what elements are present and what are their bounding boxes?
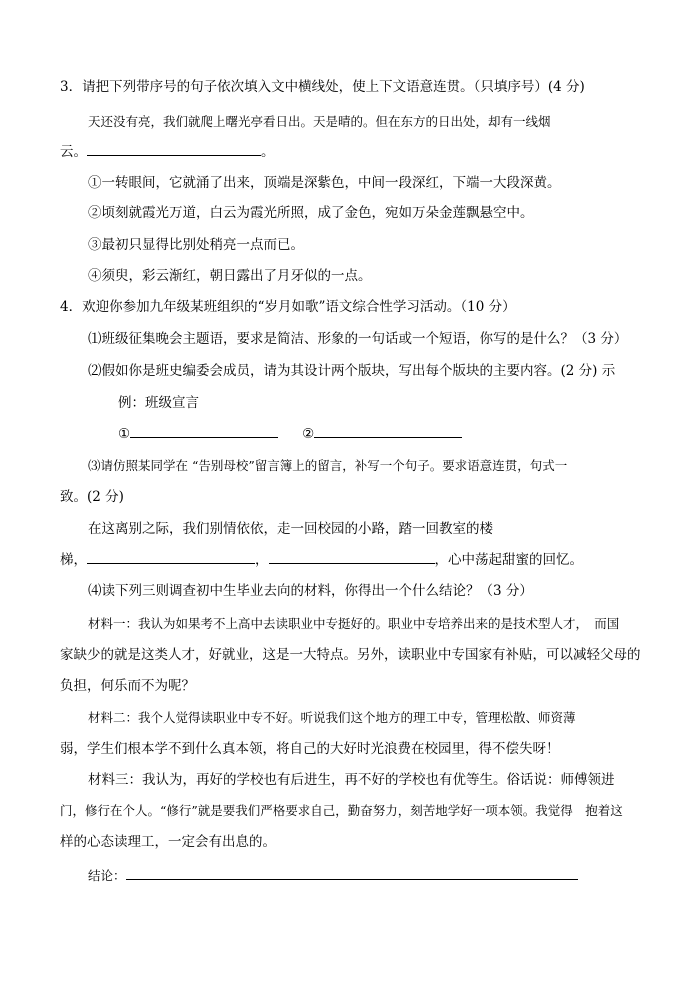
material1-line1: 材料一：我认为如果考不上高中去读职业中专挺好的。职业中专培养出来的是技术型人才， 而国 — [88, 616, 620, 631]
q3-option-4: ④须臾，彩云渐红，朝日露出了月牙似的一点。 — [88, 268, 372, 284]
q4-sub3-passage2-start: 梯， — [60, 552, 87, 568]
material1-line3: 负担，何乐而不为呢？ — [60, 678, 195, 694]
q4-board-blank-1[interactable] — [130, 425, 278, 438]
q4-sub3-blank-2[interactable] — [269, 551, 435, 564]
q4-sub2: ⑵假如你是班史编委会成员，请为其设计两个版块，写出每个版块的主要内容。(2 分) 示 — [88, 363, 616, 379]
material3-line3: 样的心态读理工，一定会有出息的。 — [60, 834, 276, 850]
material2-line2: 弱，学生们根本学不到什么真本领，将自己的大好时光浪费在校园里，得不偿失呀！ — [60, 741, 560, 757]
q4-sub3-passage2-end: ，心中荡起甜蜜的回忆。 — [434, 552, 583, 568]
q4-sub1: ⑴班级征集晚会主题语，要求是简洁、形象的一句话或一个短语，你写的是什么？（3 分） — [88, 331, 628, 347]
q4-sub2-blanks — [118, 425, 462, 443]
material3-line1: 材料三：我认为，再好的学校也有后进生，再不好的学校也有优等生。俗话说：师傅领进 — [88, 772, 615, 788]
q3-passage-line1: 天还没有亮，我们就爬上曙光亭看日出。天是晴的。但在东方的日出处，却有一线烟 — [88, 114, 551, 129]
q4-blank-label-1: ① — [118, 426, 131, 442]
q4-sub3-passage2-mid: ， — [255, 552, 269, 568]
q4-sub3-passage1: 在这离别之际，我们别情依依，走一回校园的小路，踏一回教室的楼 — [88, 521, 493, 537]
q4-stem: 4．欢迎你参加九年级某班组织的“岁月如歌”语文综合性学习活动。（10 分） — [60, 299, 516, 315]
q4-sub3-line1: ⑶请仿照某同学在 “告别母校”留言簿上的留言，补写一个句子。要求语意连贯，句式一 — [88, 458, 568, 473]
material3-line2: 门，修行在个人。“修行”就是要我们严格要求自己，勤奋努力，刻苦地学好一项本领。我觉得 抱着这 — [60, 803, 623, 818]
q3-passage-line2-start: 云。 — [60, 144, 87, 160]
material1-line2: 家缺少的就是这类人才，好就业，这是一大特点。另外，读职业中专国家有补贴，可以减轻父母的 — [60, 647, 641, 663]
q4-sub3-line2: 致。(2 分) — [60, 489, 124, 505]
q4-sub3-blank-1[interactable] — [87, 551, 255, 564]
q3-stem: 3．请把下列带序号的句子依次填入文中横线处，使上下文语意连贯。（只填序号）(4 分) — [60, 79, 585, 95]
q4-sub3-passage2 — [60, 551, 583, 569]
q3-option-3: ③最初只显得比别处稍亮一点而已。 — [88, 237, 304, 253]
material2-line1: 材料二：我个人觉得读职业中专不好。听说我们这个地方的理工中专，管理松散、师资薄 — [88, 710, 576, 725]
q4-blank-label-2: ② — [302, 426, 315, 442]
q3-option-1: ①一转眼间，它就涌了出来，顶端是深紫色，中间一段深红，下端一大段深黄。 — [88, 175, 561, 191]
q4-sub4: ⑷读下列三则调查初中生毕业去向的材料，你得出一个什么结论？（3 分） — [88, 583, 533, 599]
q4-board-blank-2[interactable] — [314, 425, 462, 438]
q3-passage-line2-end: 。 — [261, 144, 275, 160]
conclusion-line — [88, 867, 578, 885]
conclusion-blank[interactable] — [126, 867, 578, 880]
q3-option-2: ②顷刻就霞光万道，白云为霞光所照，成了金色，宛如万朵金莲飘悬空中。 — [88, 205, 534, 221]
conclusion-label: 结论： — [88, 868, 126, 883]
q4-sub2-example: 例：班级宣言 — [118, 395, 199, 411]
q3-answer-blank[interactable] — [87, 143, 261, 156]
q3-passage-line2 — [60, 143, 275, 161]
